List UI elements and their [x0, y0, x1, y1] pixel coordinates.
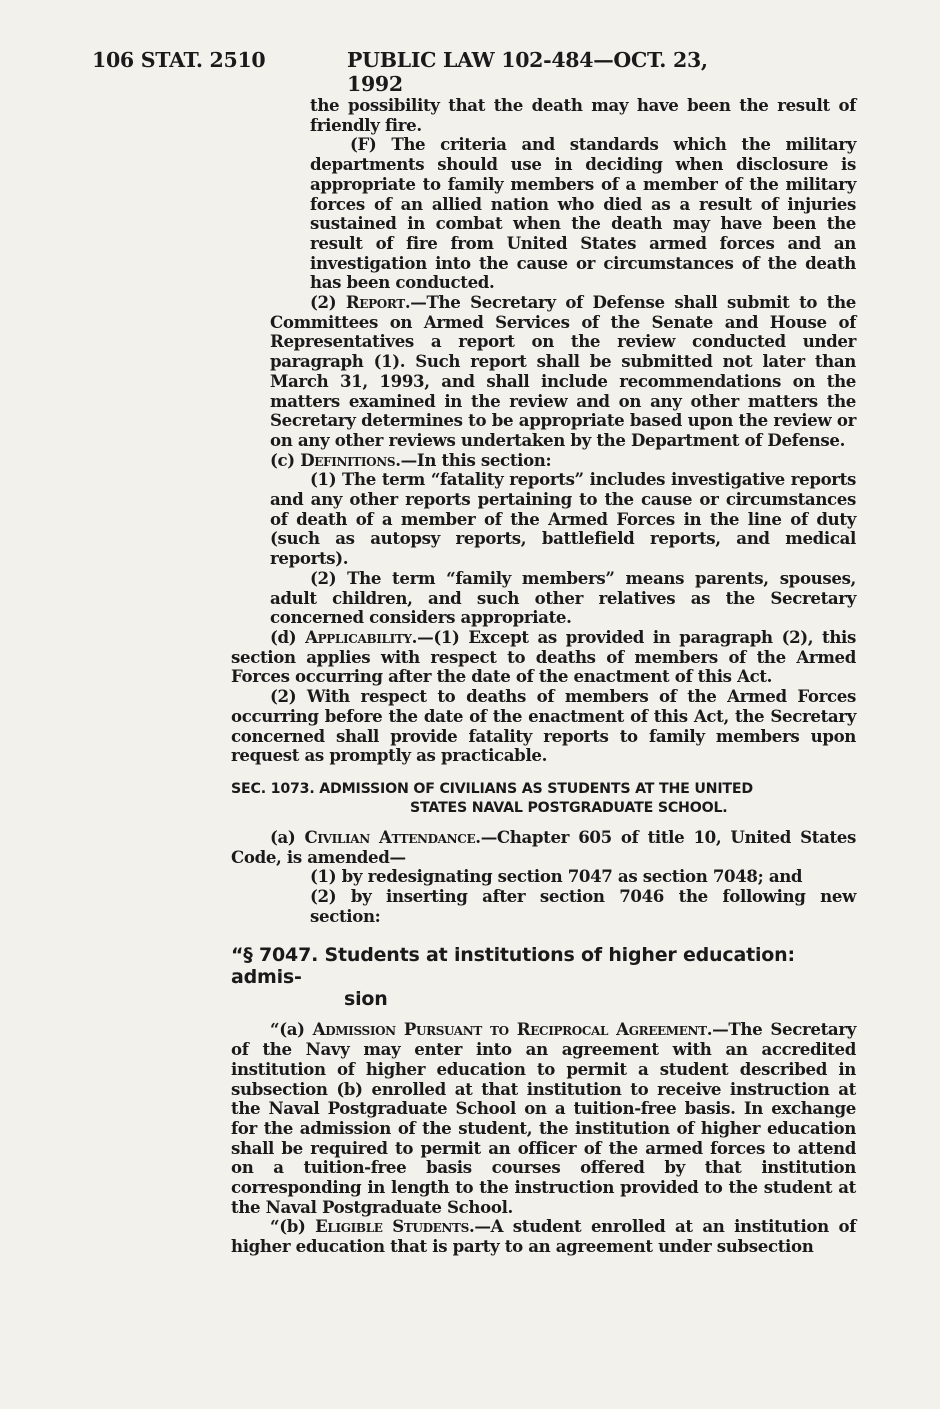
- document-body: [231, 96, 856, 1257]
- paragraph-criteria-f: (F) The criteria and standards which the military departments should use in deciding when disclosure is appropriate to family members of a member of the military forces of an allied nation who died as a result of injuries sustained in combat when the death may have been the result of fire from United States armed forces and an investigation into the cause or circumstances of the death has been conducted.: [310, 134, 856, 293]
- section-7047-title: “§ 7047. Students at institutions of higher education: admis- sion: [231, 944, 795, 1011]
- paragraph-report: (2) Report.—The Secretary of Defense shall submit to the Committees on Armed Services of the Senate and House of Representatives a report on the review conducted under paragraph (1). Such report shall be submitted not later than March 31, 1993, and shall include recommendations on the matters examined in the review and on any other matters the Secretary determines to be appropriate based upon the review or on any other reviews undertaken by the Department of Defense.: [270, 292, 856, 450]
- paragraph-friendly-fire-continued: the possibility that the death may have been the result of friendly fire.: [310, 95, 856, 135]
- paragraph-civilian-attendance: (a) Civilian Attendance.—Chapter 605 of title 10, United States Code, is amended—: [231, 826, 856, 867]
- list-item-inserting: (2) by inserting after section 7046 the following new section:: [310, 886, 856, 926]
- paragraph-applicability: (d) Applicability.—(1) Except as provided in paragraph (2), this section applies with respect to deaths of members of the Armed Forces occurring after the date of the enactment of this Act.: [231, 626, 856, 687]
- public-law-citation: PUBLIC LAW 102-484—OCT. 23, 1992: [347, 48, 708, 96]
- list-item-redesignating: (1) by redesignating section 7047 as section 7048; and: [310, 866, 803, 887]
- stat-page-number: 106 STAT. 2510: [92, 48, 266, 72]
- paragraph-reciprocal-agreement: “(a) Admission Pursuant to Reciprocal Agreement.—The Secretary of the Navy may enter into an agreement with an accredited institution of higher education to permit a student described in subsection (b) enrolled at that institution to receive instruction at the Naval Postgraduate School on a tuition-free basis. In exchange for the admission of the student, the institution of higher education shall be required to permit an officer of the armed forces to attend on a tuition-free basis courses offered by that institution corresponding in length to the instruction provided to the student at the Naval Postgraduate School.: [231, 1019, 856, 1217]
- paragraph-definitions: (c) Definitions.—In this section:: [270, 449, 552, 470]
- paragraph-eligible-students: “(b) Eligible Students.—A student enrolled at an institution of higher education that is party to an agreement under subsection: [231, 1216, 856, 1257]
- paragraph-prior-deaths: (2) With respect to deaths of members of the Armed Forces occurring before the date of the enactment of this Act, the Secretary concerned shall provide fatality reports to family members upon request as promptly as practicable.: [231, 686, 856, 766]
- paragraph-fatality-reports-definition: (1) The term “fatality reports” includes investigative reports and any other reports pertaining to the cause or circumstances of death of a member of the Armed Forces in the line of duty (such as autopsy reports, battlefield reports, and medical reports).: [270, 469, 856, 569]
- page-header: [92, 48, 742, 96]
- section-1073-heading: SEC. 1073. ADMISSION OF CIVILIANS AS STUDENTS AT THE UNITED STATES NAVAL POSTGRADUATE SCHOOL.: [231, 780, 753, 816]
- paragraph-family-members-definition: (2) The term “family members” means parents, spouses, adult children, and such other relatives as the Secretary concerned considers appropriate.: [270, 567, 856, 628]
